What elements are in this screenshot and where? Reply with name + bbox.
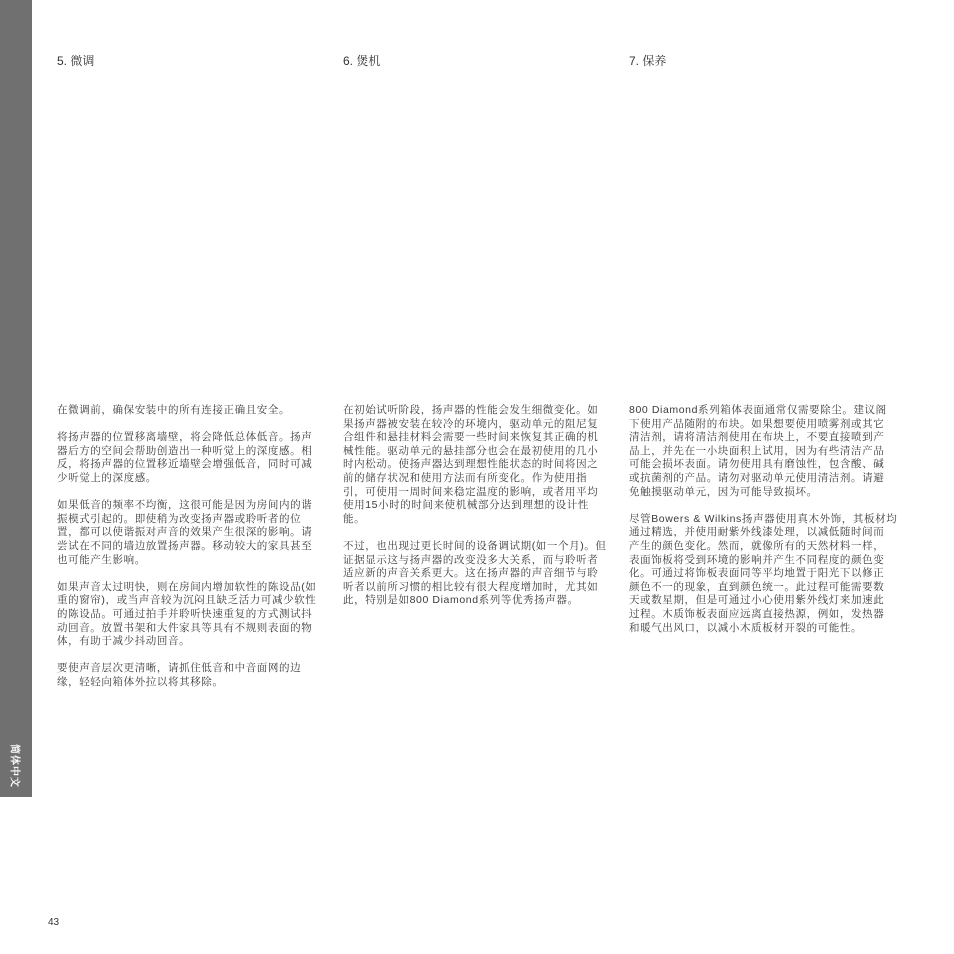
language-tab-label: 简体中文 (8, 744, 20, 788)
section-heading: 7. 保养 (629, 54, 667, 68)
text-line: 化。可通过将饰板表面同等平均地置于阳光下以修正 (629, 567, 885, 580)
text-line: 适应新的声音关系更大。这在扬声器的声音细节与聆 (343, 567, 599, 580)
text-line: 产生的颜色变化。然而，就像所有的天然材料一样， (629, 539, 885, 552)
text-line: 听者以前所习惯的相比较有很大程度增加时，尤其如 (343, 580, 599, 593)
text-line: 在初始试听阶段，扬声器的性能会发生细微变化。如 (343, 404, 599, 416)
text-line: 将扬声器的位置移离墙壁，将会降低总体低音。扬声 (57, 431, 313, 444)
text-line: 的陈设品。可通过拍手并聆听快速重复的方式测试抖 (57, 607, 313, 620)
text-line: 果扬声器被安装在较冷的环境内，驱动单元的阻尼复 (343, 417, 599, 430)
text-line: 过程。木质饰板表面应远离直接热源，例如，发热器 (629, 607, 885, 620)
text-line: 或抗菌剂的产品。请勿对驱动单元使用清洁剂。请避 (629, 471, 885, 484)
text-line: 体，有助于减少抖动回音。 (57, 635, 191, 648)
text-line: 少听觉上的深度感。 (57, 471, 157, 484)
text-line: 通过精选，并使用耐紫外线漆处理，以减低随时间而 (629, 526, 885, 539)
paragraph (57, 431, 332, 485)
text-line: 也可能产生影响。 (57, 553, 146, 566)
text-line: 要使声音层次更清晰，请抓住低音和中音面网的边 (57, 662, 302, 675)
text-line: 尝试在不同的墙边放置扬声器。移动较大的家具甚至 (57, 539, 313, 552)
text-line: 如果低音的频率不均衡，这很可能是因为房间内的谐 (57, 499, 313, 512)
text-line: 证据显示这与扬声器的改变没多大关系，而与聆听者 (343, 553, 599, 566)
text-line: 天或数星期，但是可通过小心使用紫外线灯来加速此 (629, 594, 885, 607)
section-heading: 5. 微调 (57, 54, 95, 68)
text-line: 置，都可以使谐振对声音的效果产生很深的影响。请 (57, 526, 313, 539)
text-line: 如果声音太过明快，则在房间内增加软性的陈设品(如 (57, 580, 317, 593)
text-line: 合组件和悬挂材料会需要一些时间来恢复其正确的机 (343, 431, 599, 444)
section-body (629, 404, 904, 649)
paragraph (57, 499, 332, 567)
text-line: 能。 (343, 512, 366, 525)
paragraph (343, 404, 618, 526)
text-line: 尽管Bowers & Wilkins扬声器使用真木外饰，其板材均 (629, 512, 898, 525)
text-line: 清洁剂，请将清洁剂使用在布块上，不要直接喷到产 (629, 431, 885, 444)
text-line: 时内松动。使扬声器达到理想性能状态的时间将因之 (343, 458, 599, 471)
paragraph (629, 404, 904, 499)
text-line: 械性能。驱动单元的悬挂部分也会在最初使用的几小 (343, 444, 599, 457)
section-heading: 6. 煲机 (343, 54, 381, 68)
text-line: 动回音。放置书架和大件家具等具有不规则表面的物 (57, 621, 313, 634)
text-line: 下使用产品随附的布块。如果想要使用喷雾剂或其它 (629, 417, 885, 430)
text-line: 表面饰板将受到环境的影响并产生不同程度的颜色变 (629, 553, 885, 566)
text-line: 免触摸驱动单元，因为可能导致损坏。 (629, 485, 818, 498)
paragraph (629, 513, 904, 635)
text-line: 振模式引起的。即使稍为改变扬声器或聆听者的位 (57, 512, 302, 525)
text-line: 品上，并先在一小块面积上试用，因为有些清洁产品 (629, 444, 885, 457)
text-line: 和暖气出风口，以减小木质板材开裂的可能性。 (629, 621, 863, 634)
text-line: 缘，轻轻向箱体外拉以将其移除。 (57, 675, 224, 688)
section-body (57, 404, 332, 703)
text-line: 此，特别是如800 Diamond系列等优秀扬声器。 (343, 594, 579, 607)
text-line: 800 Diamond系列箱体表面通常仅需要除尘。建议阁 (629, 404, 887, 416)
text-line: 前的储存状况和使用方法而有所变化。作为使用指 (343, 471, 588, 484)
text-line: 颜色不一的现象，直到颜色统一。此过程可能需要数 (629, 580, 885, 593)
text-line: 可能会损坏表面。请勿使用具有磨蚀性，包含酸、碱 (629, 458, 885, 471)
page-number: 43 (48, 917, 60, 928)
paragraph (343, 540, 618, 608)
text-line: 使用15小时的时间来使机械部分达到理想的设计性 (343, 499, 589, 512)
text-line: 引，可使用一周时间来稳定温度的影响，或者用平均 (343, 485, 599, 498)
text-line: 反，将扬声器的位置移近墙壁会增强低音，同时可减 (57, 458, 313, 471)
text-line: 在微调前，确保安装中的所有连接正确且安全。 (57, 404, 291, 416)
text-line: 不过，也出现过更长时间的设备调试期(如一个月)。但 (343, 539, 607, 552)
section-body (343, 404, 618, 622)
paragraph (57, 404, 332, 418)
paragraph (57, 581, 332, 649)
text-line: 重的窗帘)，或当声音较为沉闷且缺乏活力可减少软性 (57, 594, 317, 607)
text-line: 器后方的空间会帮助创造出一种听觉上的深度感。相 (57, 444, 313, 457)
paragraph (57, 662, 332, 689)
language-tab (0, 0, 32, 797)
